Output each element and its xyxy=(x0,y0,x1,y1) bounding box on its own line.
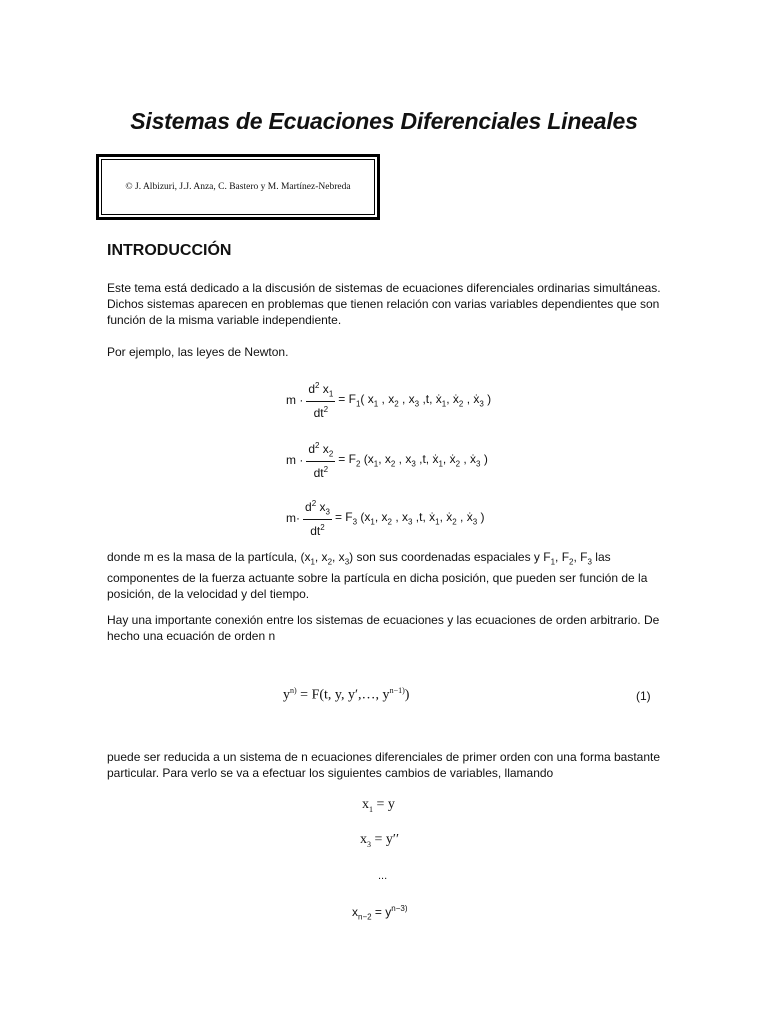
paragraph-mass-part-a: donde m es la masa de la partícula, (x xyxy=(107,550,311,564)
variable-change-3: $x_3 = y''$ xyxy=(360,832,400,849)
document-title: Sistemas de Ecuaciones Diferenciales Lineales xyxy=(130,108,638,134)
variable-change-1: $x_1 = y$ xyxy=(362,797,395,814)
paragraph-mass-part-b: las componentes de la fuerza actuante sobre la partícula en dicha posición, que pueden ser función de la posición, de la velocidad y del tiempo. xyxy=(107,550,648,602)
newton-equation-2: m · $\frac{d^2 x_2}{dt^2}$ = $F_2$ ($x_1$, $x_2$ , $x_3$ ,t, ẋ$_1$, ẋ$_2$ , ẋ$_3$ ) xyxy=(286,438,488,481)
paragraph-intro: Este tema está dedicado a la discusión de sistemas de ecuaciones diferenciales ordinarias simultáneas. Dichos sistemas aparecen en problemas que tienen relación con varias variables dependientes que son función de la misma variable independiente. xyxy=(107,281,661,327)
section-heading: INTRODUCCIÓN xyxy=(107,242,232,259)
paragraph-reduction: puede ser reducida a un sistema de n ecuaciones diferenciales de primer orden con una forma bastante particular. Para verlo se va a efectuar los siguientes cambios de variables, llamando xyxy=(107,750,661,780)
variable-change-n-minus-2: $x_{n-2} = y^{n-3)}$ xyxy=(352,904,408,922)
paragraph-example: Por ejemplo, las leyes de Newton. xyxy=(107,345,289,359)
newton-equation-1: m · $\frac{d^2 x_1}{dt^2}$ = $F_1$( $x_1$ , $x_2$ , $x_3$ ,t, ẋ$_1$, ẋ$_2$ , ẋ$_3$ ) xyxy=(286,378,491,421)
variable-change-ellipsis: ... xyxy=(378,870,388,882)
newton-equation-3: m· $\frac{d^2 x_3}{dt^2}$ = $F_3$ ($x_1$, $x_2$ , $x_3$ ,t, ẋ$_1$, ẋ$_2$ , ẋ$_3$ ) xyxy=(286,496,485,539)
credit-box xyxy=(96,154,380,220)
credit-text: © J. Albizuri, J.J. Anza, C. Bastero y M. Martínez-Nebreda xyxy=(125,182,351,192)
equation-number: (1) xyxy=(636,689,651,703)
paragraph-mass: donde m es la masa de la partícula, ($x_1$, $x_2$, $x_3$) son sus coordenadas espaciales y $F_1$, $F_2$, $F_3$ las componentes de la fuerza actuante sobre la partícula en dicha posición, que pueden ser función de la posición, de la velocidad y del tiempo. xyxy=(107,550,648,602)
equation-order-n: $y^{n)} = F(t$, y, y′,…, $y^{n-1)}$) xyxy=(283,686,410,703)
paragraph-connection: Hay una importante conexión entre los sistemas de ecuaciones y las ecuaciones de orden arbitrario. De hecho una ecuación de orden n xyxy=(107,613,660,643)
